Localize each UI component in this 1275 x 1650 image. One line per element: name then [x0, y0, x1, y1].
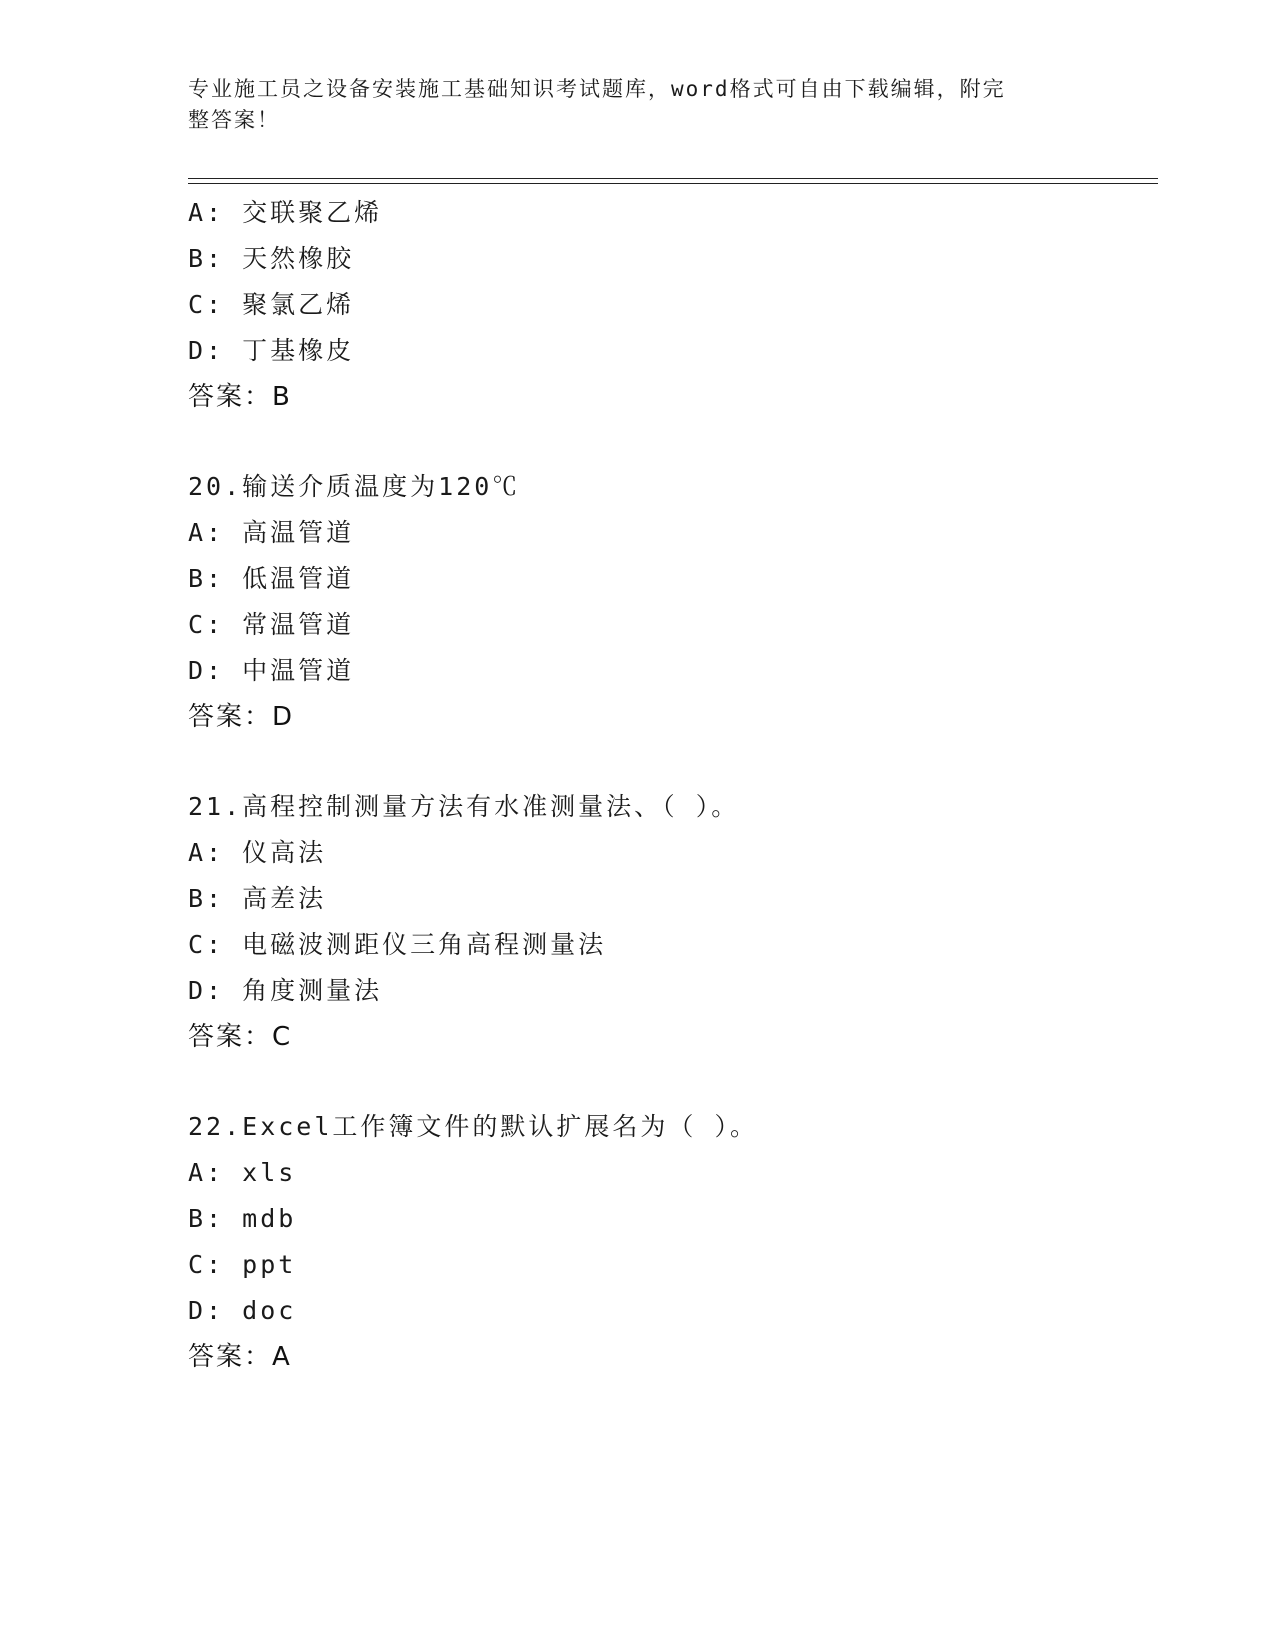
option-a: A: 仪高法: [188, 838, 327, 867]
option-b: B: 低温管道: [188, 564, 355, 593]
question-20: [188, 464, 1158, 740]
option-d: D: 角度测量法: [188, 976, 383, 1005]
option-a: A: 交联聚乙烯: [188, 198, 383, 227]
document-header: [188, 74, 1068, 136]
answer-label: 答案：D: [188, 702, 295, 732]
option-d: D: 中温管道: [188, 656, 355, 685]
question-text: 22.Excel工作簿文件的默认扩展名为（ ）。: [188, 1112, 758, 1141]
option-b: B: 高差法: [188, 884, 327, 913]
option-c: C: 常温管道: [188, 610, 355, 639]
answer-label: 答案：B: [188, 382, 292, 412]
question-19-continued: [188, 190, 1158, 420]
spacer: [188, 420, 1158, 464]
spacer: [188, 740, 1158, 784]
option-c: C: 聚氯乙烯: [188, 290, 355, 319]
spacer: [188, 1060, 1158, 1104]
header-line-1: 专业施工员之设备安装施工基础知识考试题库，word格式可自由下载编辑，附完: [188, 77, 1006, 101]
option-a: A: xls: [188, 1158, 297, 1187]
question-21: [188, 784, 1158, 1060]
answer-label: 答案：A: [188, 1342, 292, 1372]
option-d: D: 丁基橡皮: [188, 336, 355, 365]
header-divider-bottom: [188, 183, 1158, 184]
header-line-2: 整答案！: [188, 108, 280, 132]
question-22: [188, 1104, 1158, 1380]
option-b: B: 天然橡胶: [188, 244, 355, 273]
option-a: A: 高温管道: [188, 518, 355, 547]
question-text: 21.高程控制测量方法有水准测量法、（ ）。: [188, 792, 740, 821]
option-c: C: ppt: [188, 1250, 297, 1279]
header-divider-top: [188, 178, 1158, 179]
question-list: [188, 190, 1158, 1380]
option-c: C: 电磁波测距仪三角高程测量法: [188, 930, 607, 959]
question-text: 20.输送介质温度为120℃: [188, 472, 521, 501]
answer-label: 答案：C: [188, 1022, 293, 1052]
option-d: D: doc: [188, 1296, 297, 1325]
option-b: B: mdb: [188, 1204, 297, 1233]
